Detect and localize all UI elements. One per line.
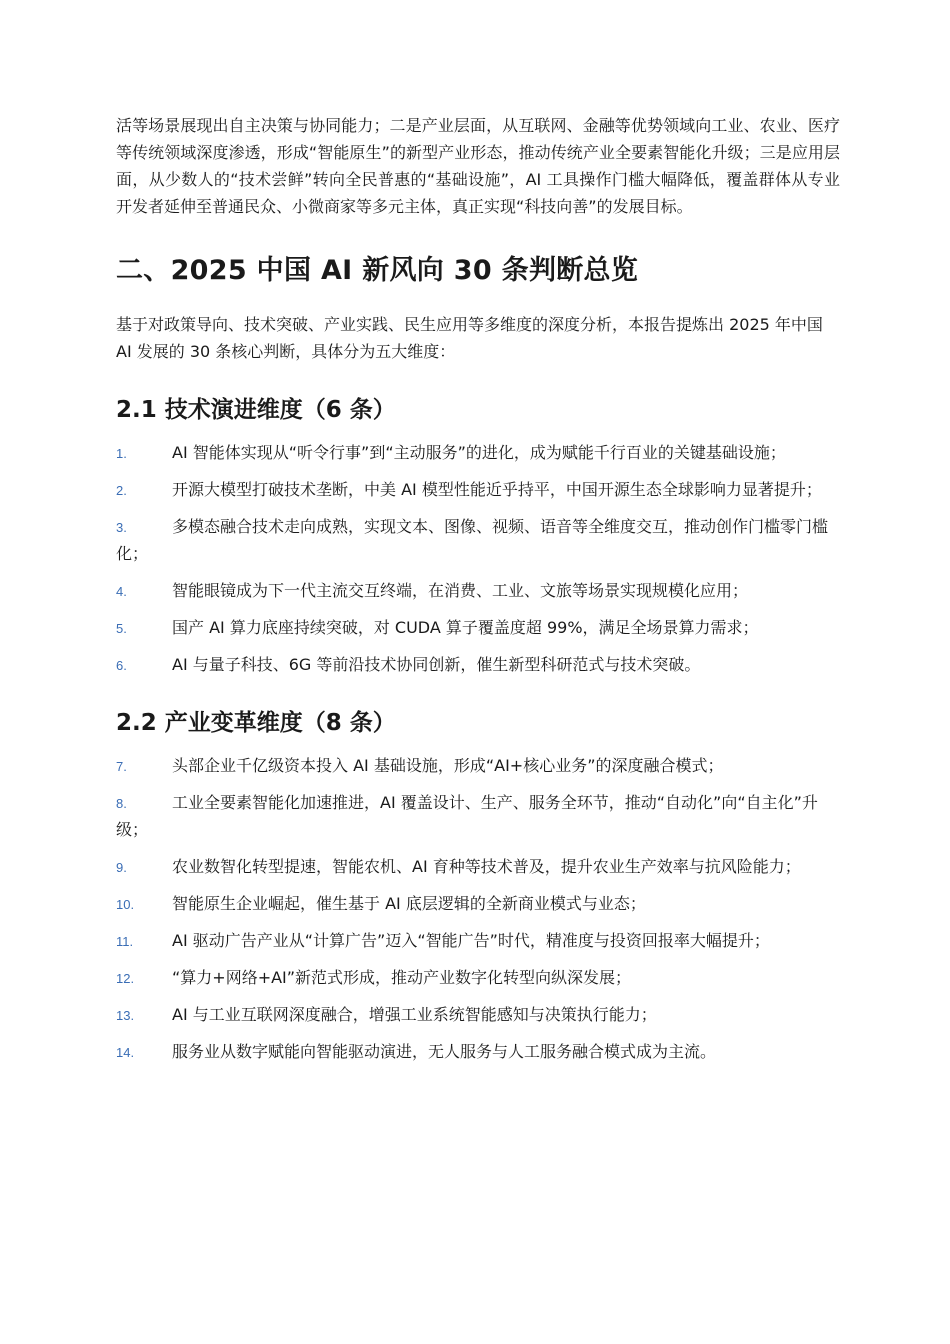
list-item-number: 9. xyxy=(116,860,127,875)
list-item xyxy=(116,890,840,917)
list-item-number: 7. xyxy=(116,759,127,774)
subsection-title-tech: 2.1 技术演进维度（6 条） xyxy=(116,397,396,423)
list-item xyxy=(116,1038,840,1065)
list-item xyxy=(116,513,840,567)
list-item-number: 3. xyxy=(116,520,127,535)
list-item xyxy=(116,439,840,466)
document-page xyxy=(116,112,840,1075)
judgment-list-tech xyxy=(116,439,840,678)
intro-paragraph: 活等场景展现出自主决策与协同能力；二是产业层面，从互联网、金融等优势领域向工业、农业、医疗等传统领域深度渗透，形成“智能原生”的新型产业形态，推动传统产业全要素智能化升级；三是应用层面，从少数人的“技术尝鲜”转向全民普惠的“基础设施”，AI 工具操作门槛大幅降低，覆盖群体从专业开发者延伸至普通民众、小微商家等多元主体，真正实现“科技向善”的发展目标。 xyxy=(116,116,840,216)
list-item-text: 开源大模型打破技术垄断，中美 AI 模型性能近乎持平，中国开源生态全球影响力显著提升； xyxy=(172,480,822,499)
list-item xyxy=(116,476,840,503)
list-item xyxy=(116,614,840,641)
list-item xyxy=(116,752,840,779)
list-item xyxy=(116,577,840,604)
list-item-number: 6. xyxy=(116,658,127,673)
list-item-number: 14. xyxy=(116,1045,135,1060)
list-item xyxy=(116,964,840,991)
list-item-text: AI 与量子科技、6G 等前沿技术协同创新，催生新型科研范式与技术突破。 xyxy=(172,655,701,674)
list-item xyxy=(116,789,840,843)
list-item-number: 5. xyxy=(116,621,127,636)
list-item-number: 13. xyxy=(116,1008,135,1023)
list-item-text: 农业数智化转型提速，智能农机、AI 育种等技术普及，提升农业生产效率与抗风险能力； xyxy=(172,857,801,876)
list-item-number: 11. xyxy=(116,934,134,949)
list-item-text: 工业全要素智能化加速推进，AI 覆盖设计、生产、服务全环节，推动“自动化”向“自主化”升级； xyxy=(116,793,818,839)
list-item-number: 10. xyxy=(116,897,135,912)
list-item-number: 2. xyxy=(116,483,127,498)
list-item-number: 12. xyxy=(116,971,135,986)
list-item-text: 头部企业千亿级资本投入 AI 基础设施，形成“AI+核心业务”的深度融合模式； xyxy=(172,756,724,775)
list-item-text: AI 与工业互联网深度融合，增强工业系统智能感知与决策执行能力； xyxy=(172,1005,657,1024)
list-item xyxy=(116,853,840,880)
list-item xyxy=(116,927,840,954)
section-title: 二、2025 中国 AI 新风向 30 条判断总览 xyxy=(116,255,639,286)
list-item-text: 服务业从数字赋能向智能驱动演进，无人服务与人工服务融合模式成为主流。 xyxy=(172,1042,717,1061)
list-item-text: 国产 AI 算力底座持续突破，对 CUDA 算子覆盖度超 99%，满足全场景算力需求； xyxy=(172,618,759,637)
list-item-text: AI 驱动广告产业从“计算广告”迈入“智能广告”时代，精准度与投资回报率大幅提升； xyxy=(172,931,770,950)
judgment-list-industry xyxy=(116,752,840,1065)
list-item-number: 1. xyxy=(116,446,127,461)
list-item-text: 智能原生企业崛起，催生基于 AI 底层逻辑的全新商业模式与业态； xyxy=(172,894,646,913)
subsection-title-industry: 2.2 产业变革维度（8 条） xyxy=(116,710,396,736)
list-item-number: 4. xyxy=(116,584,127,599)
list-item-text: 智能眼镜成为下一代主流交互终端，在消费、工业、文旅等场景实现规模化应用； xyxy=(172,581,749,600)
list-item-text: 多模态融合技术走向成熟，实现文本、图像、视频、语音等全维度交互，推动创作门槛零门槛化； xyxy=(116,517,829,563)
list-item xyxy=(116,1001,840,1028)
list-item xyxy=(116,651,840,678)
list-item-text: “算力+网络+AI”新范式形成，推动产业数字化转型向纵深发展； xyxy=(172,968,632,987)
list-item-text: AI 智能体实现从“听令行事”到“主动服务”的进化，成为赋能千行百业的关键基础设施； xyxy=(172,443,786,462)
list-item-number: 8. xyxy=(116,796,127,811)
section-intro: 基于对政策导向、技术突破、产业实践、民生应用等多维度的深度分析，本报告提炼出 2025 年中国 AI 发展的 30 条核心判断，具体分为五大维度： xyxy=(116,315,823,361)
